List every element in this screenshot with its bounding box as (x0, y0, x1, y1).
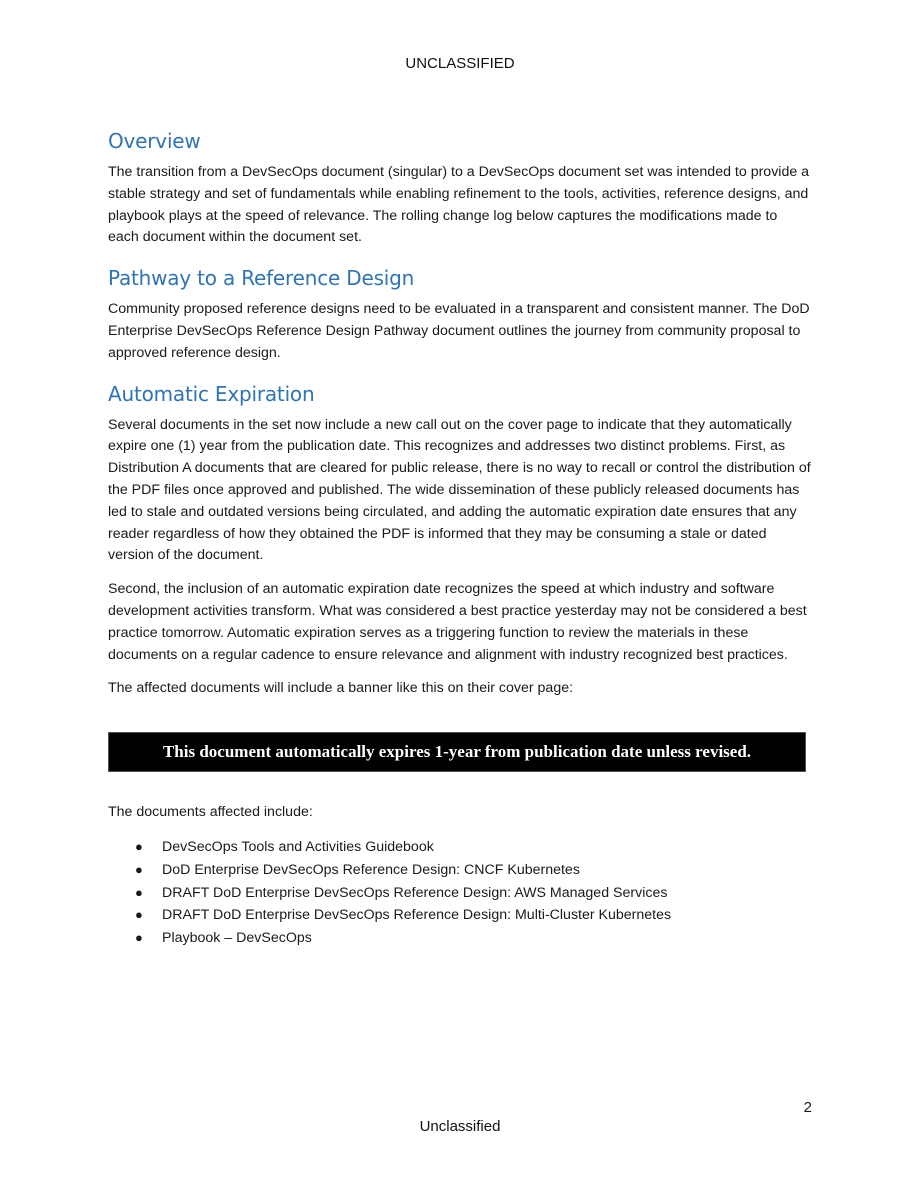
list-item-text: DevSecOps Tools and Activities Guidebook (162, 838, 434, 855)
affected-intro: The documents affected include: (108, 804, 313, 821)
list-item (108, 882, 812, 905)
list-item-text: DoD Enterprise DevSecOps Reference Design: CNCF Kubernetes (162, 861, 580, 878)
expiration-heading: Automatic Expiration (108, 381, 315, 406)
header-classification: UNCLASSIFIED (405, 55, 515, 72)
list-item (108, 904, 812, 927)
expiration-paragraph-1: Several documents in the set now include a new call out on the cover page to indicate that they automatically expire one (1) year from the publication date. This recognizes and addresses two distinct problems. First, as Distribution A documents that are cleared for public release, there is no way to recall or control the distribution of the PDF files once approved and published. The wide dissemination of these publicly released documents has led to stale and outdated versions being circulated, and adding the automatic expiration date ensures that any reader regardless of how they obtained the PDF is informed that they may be consuming a stale or dated version of the document. (108, 416, 811, 564)
pathway-heading: Pathway to a Reference Design (108, 266, 415, 291)
page-number: 2 (803, 1099, 812, 1116)
bullet-icon: ● (135, 884, 143, 900)
list-item-text: DRAFT DoD Enterprise DevSecOps Reference Design: AWS Managed Services (162, 884, 668, 901)
expiration-banner-text: This document automatically expires 1-year from publication date unless revised. (162, 742, 752, 762)
list-item (108, 859, 812, 882)
expiration-paragraph-3: The affected documents will include a banner like this on their cover page: (108, 680, 574, 697)
list-item (108, 836, 812, 859)
overview-paragraph: The transition from a DevSecOps document (singular) to a DevSecOps document set was intended to provide a stable strategy and set of fundamentals while enabling refinement to the tools, activities, reference designs, and playbook plays at the speed of relevance. The rolling change log below captures the modifications made to each document within the document set. (108, 164, 810, 246)
bullet-icon: ● (135, 838, 143, 854)
expiration-banner (108, 732, 806, 772)
pathway-paragraph: Community proposed reference designs need to be evaluated in a transparent and consistent manner. The DoD Enterprise DevSecOps Reference Design Pathway document outlines the journey from community proposal to approved reference design. (108, 301, 810, 361)
bullet-icon: ● (135, 930, 143, 946)
document-body (108, 126, 812, 950)
expiration-paragraph-2: Second, the inclusion of an automatic expiration date recognizes the speed at which industry and software development activities transform. What was considered a best practice yesterday may not be considered a best practice tomorrow. Automatic expiration serves as a triggering function to review the materials in these documents on a regular cadence to ensure relevance and alignment with industry recognized best practices. (108, 581, 807, 663)
footer-classification: Unclassified (419, 1118, 501, 1135)
list-item-text: Playbook – DevSecOps (162, 930, 312, 947)
list-item (108, 927, 812, 950)
bullet-icon: ● (135, 907, 143, 923)
overview-heading: Overview (108, 129, 201, 153)
list-item-text: DRAFT DoD Enterprise DevSecOps Reference Design: Multi-Cluster Kubernetes (162, 907, 672, 924)
affected-documents-list (108, 836, 812, 950)
bullet-icon: ● (135, 861, 143, 877)
